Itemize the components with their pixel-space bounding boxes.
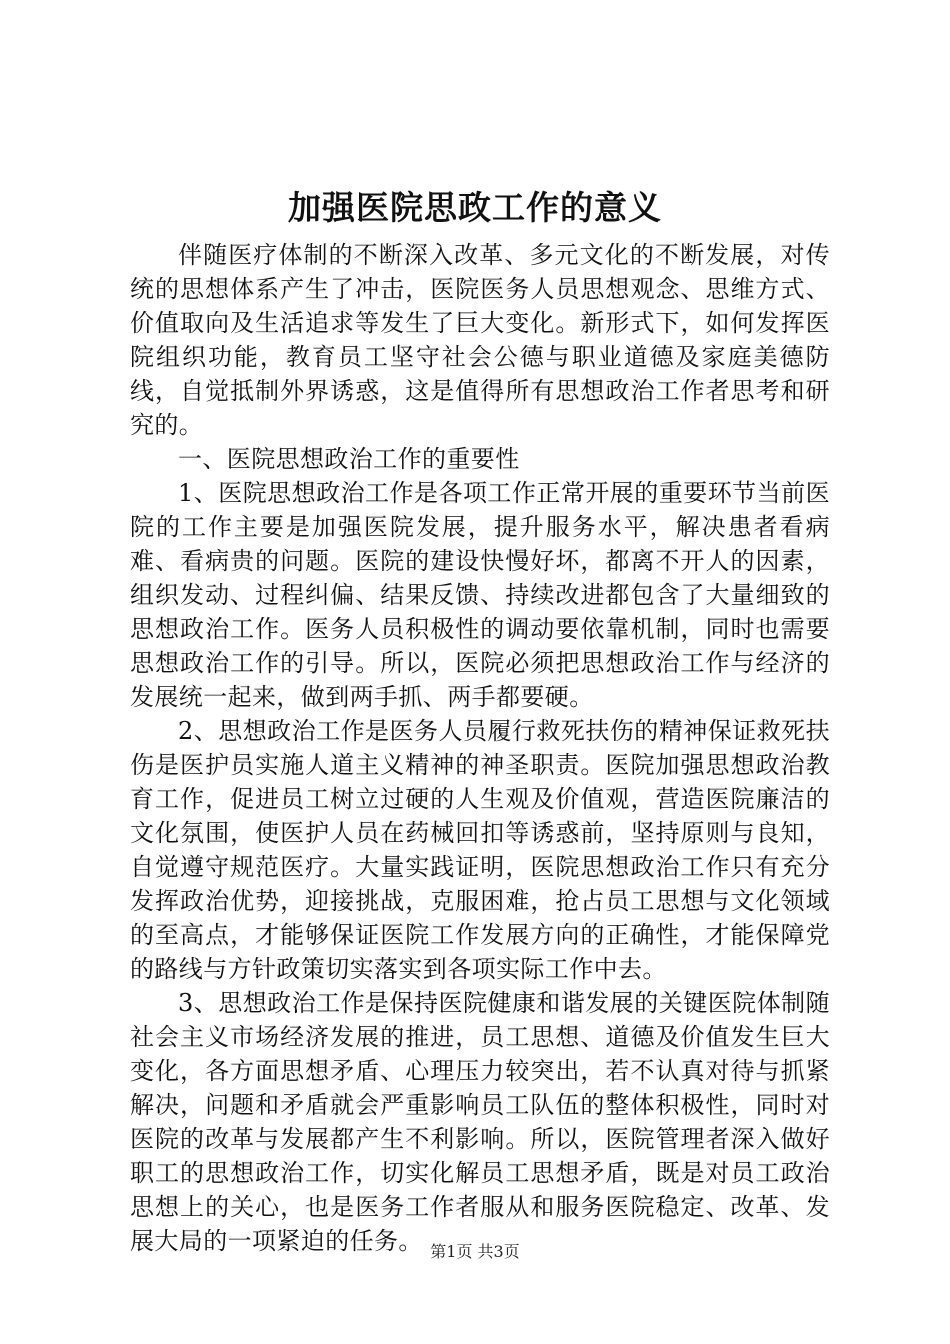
paragraph-point-2: 2、思想政治工作是医务人员履行救死扶伤的精神保证救死扶伤是医护员实施人道主义精神的神圣职责。医院加强思想政治教育工作，促进员工树立过硬的人生观及价值观，营造医院廉洁的文化氛围，使医护人员在药械回扣等诱惑前，坚持原则与良知，自觉遵守规范医疗。大量实践证明，医院思想政治工作只有充分发挥政治优势，迎接挑战，克服困难，抢占员工思想与文化领域的至高点，才能够保证医院工作发展方向的正确性，才能保障党的路线与方针政策切实落实到各项实际工作中去。 <box>130 717 830 983</box>
page-number-footer: 第1页 共3页 <box>430 1242 520 1261</box>
document-body <box>130 238 830 1258</box>
document-title: 加强医院思政工作的意义 <box>288 188 662 227</box>
section-heading: 一、医院思想政治工作的重要性 <box>178 445 520 473</box>
paragraph-point-3: 3、思想政治工作是保持医院健康和谐发展的关键医院体制随社会主义市场经济发展的推进，员工思想、道德及价值发生巨大变化，各方面思想矛盾、心理压力较突出，若不认真对待与抓紧解决，问题和矛盾就会严重影响员工队伍的整体积极性，同时对医院的改革与发展都产生不利影响。所以，医院管理者深入做好职工的思想政治工作，切实化解员工思想矛盾，既是对员工政治思想上的关心，也是医务工作者服从和服务医院稳定、改革、发展大局的一项紧迫的任务。 <box>130 989 830 1255</box>
paragraph-point-1: 1、医院思想政治工作是各项工作正常开展的重要环节当前医院的工作主要是加强医院发展，提升服务水平，解决患者看病难、看病贵的问题。医院的建设快慢好坏，都离不开人的因素，组织发动、过程纠偏、结果反馈、持续改进都包含了大量细致的思想政治工作。医务人员积极性的调动要依靠机制，同时也需要思想政治工作的引导。所以，医院必须把思想政治工作与经济的发展统一起来，做到两手抓、两手都要硬。 <box>130 479 830 711</box>
paragraph-intro: 伴随医疗体制的不断深入改革、多元文化的不断发展，对传统的思想体系产生了冲击，医院医务人员思想观念、思维方式、价值取向及生活追求等发生了巨大变化。新形式下，如何发挥医院组织功能，教育员工坚守社会公德与职业道德及家庭美德防线，自觉抵制外界诱惑，这是值得所有思想政治工作者思考和研究的。 <box>130 241 830 439</box>
